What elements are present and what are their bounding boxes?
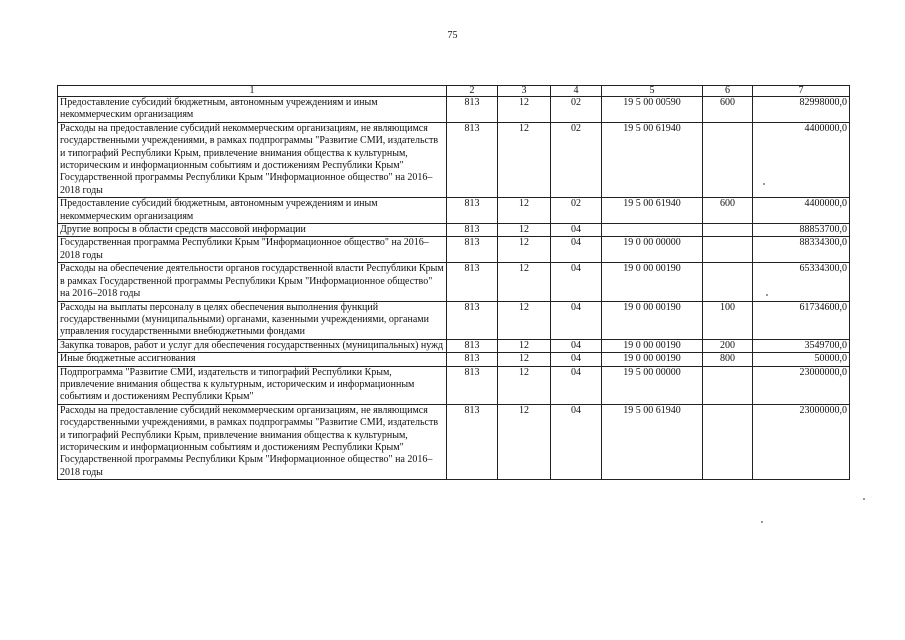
row-amount: 88853700,0 <box>753 224 850 237</box>
row-rz: 12 <box>498 404 551 479</box>
row-ved: 813 <box>447 122 498 197</box>
row-name: Расходы на обеспечение деятельности органов государственной власти Республики Крым в рамках Государственной программы Республики Крым "Информационное общество" на 2016–2018 годы <box>58 263 447 301</box>
row-pr: 04 <box>551 366 602 404</box>
row-vr: 100 <box>703 301 753 339</box>
table-row <box>58 263 850 301</box>
row-csr: 19 0 00 00190 <box>602 353 703 366</box>
row-name: Предоставление субсидий бюджетным, автономным учреждениям и иным некоммерческим организациям <box>58 97 447 123</box>
row-vr <box>703 366 753 404</box>
row-csr: 19 0 00 00190 <box>602 263 703 301</box>
row-rz: 12 <box>498 122 551 197</box>
row-vr: 200 <box>703 339 753 352</box>
row-ved: 813 <box>447 353 498 366</box>
row-csr: 19 5 00 00000 <box>602 366 703 404</box>
column-header: 5 <box>602 86 703 97</box>
row-amount: 88334300,0 <box>753 237 850 263</box>
row-pr: 04 <box>551 353 602 366</box>
row-pr: 04 <box>551 224 602 237</box>
row-amount: 82998000,0 <box>753 97 850 123</box>
row-csr: 19 5 00 00590 <box>602 97 703 123</box>
row-vr <box>703 224 753 237</box>
row-ved: 813 <box>447 404 498 479</box>
row-pr: 02 <box>551 198 602 224</box>
row-vr <box>703 122 753 197</box>
row-name: Подпрограмма "Развитие СМИ, издательств и типографий Республики Крым, привлечение внимания общества к культурным, историческим и информационным событиям и достижениям Республики Крым" <box>58 366 447 404</box>
table-row <box>58 122 850 197</box>
budget-table <box>57 85 850 480</box>
page-number: 75 <box>447 30 458 41</box>
row-pr: 04 <box>551 339 602 352</box>
table-row <box>58 366 850 404</box>
row-name: Другие вопросы в области средств массовой информации <box>58 224 447 237</box>
row-amount: 4400000,0 <box>753 198 850 224</box>
row-amount: 65334300,0 <box>753 263 850 301</box>
row-csr: 19 0 00 00190 <box>602 301 703 339</box>
table-row <box>58 237 850 263</box>
row-pr: 02 <box>551 97 602 123</box>
row-name: Расходы на предоставление субсидий некоммерческим организациям, не являющимся государственными учреждениями, в рамках подпрограммы "Развитие СМИ, издательств и типографий Республики Крым, привлечение внимания общества к культурным, историческим и информационным событиям и достижениям Республики Крым" Государственной программы Республики Крым "Информационное общество" на 2016–2018 годы <box>58 122 447 197</box>
row-vr: 800 <box>703 353 753 366</box>
column-header: 6 <box>703 86 753 97</box>
row-vr: 600 <box>703 97 753 123</box>
row-name: Расходы на выплаты персоналу в целях обеспечения выполнения функций государственными (муниципальными) органами, казенными учреждениями, органами управления государственными внебюджетными фондами <box>58 301 447 339</box>
row-name: Иные бюджетные ассигнования <box>58 353 447 366</box>
row-vr <box>703 404 753 479</box>
row-rz: 12 <box>498 339 551 352</box>
row-rz: 12 <box>498 97 551 123</box>
row-csr: 19 5 00 61940 <box>602 122 703 197</box>
row-ved: 813 <box>447 224 498 237</box>
row-rz: 12 <box>498 366 551 404</box>
row-vr: 600 <box>703 198 753 224</box>
row-amount: 23000000,0 <box>753 366 850 404</box>
row-csr: 19 5 00 61940 <box>602 404 703 479</box>
row-pr: 04 <box>551 404 602 479</box>
row-vr <box>703 237 753 263</box>
column-header: 7 <box>753 86 850 97</box>
scan-speck <box>763 183 765 185</box>
row-name: Государственная программа Республики Крым "Информационное общество" на 2016–2018 годы <box>58 237 447 263</box>
row-pr: 04 <box>551 237 602 263</box>
scan-speck <box>761 521 763 523</box>
row-ved: 813 <box>447 339 498 352</box>
column-header: 3 <box>498 86 551 97</box>
row-name: Закупка товаров, работ и услуг для обеспечения государственных (муниципальных) нужд <box>58 339 447 352</box>
table-row <box>58 224 850 237</box>
column-header: 1 <box>58 86 447 97</box>
row-rz: 12 <box>498 301 551 339</box>
row-pr: 02 <box>551 122 602 197</box>
row-ved: 813 <box>447 198 498 224</box>
row-csr: 19 5 00 61940 <box>602 198 703 224</box>
row-amount: 23000000,0 <box>753 404 850 479</box>
table-row <box>58 353 850 366</box>
row-rz: 12 <box>498 224 551 237</box>
scan-speck <box>766 294 768 296</box>
row-vr <box>703 263 753 301</box>
row-ved: 813 <box>447 97 498 123</box>
row-amount: 61734600,0 <box>753 301 850 339</box>
table-row <box>58 97 850 123</box>
table-header-row <box>58 86 850 97</box>
table-row <box>58 198 850 224</box>
row-csr <box>602 224 703 237</box>
row-rz: 12 <box>498 263 551 301</box>
row-rz: 12 <box>498 198 551 224</box>
row-amount: 3549700,0 <box>753 339 850 352</box>
column-header: 2 <box>447 86 498 97</box>
row-pr: 04 <box>551 263 602 301</box>
row-rz: 12 <box>498 353 551 366</box>
row-rz: 12 <box>498 237 551 263</box>
table-row <box>58 404 850 479</box>
row-ved: 813 <box>447 237 498 263</box>
column-header: 4 <box>551 86 602 97</box>
row-ved: 813 <box>447 263 498 301</box>
row-ved: 813 <box>447 366 498 404</box>
row-csr: 19 0 00 00190 <box>602 339 703 352</box>
row-name: Расходы на предоставление субсидий некоммерческим организациям, не являющимся государственными учреждениями, в рамках подпрограммы "Развитие СМИ, издательств и типографий Республики Крым, привлечение внимания общества к культурным, историческим и информационным событиям и достижениям Республики Крым" Государственной программы Республики Крым "Информационное общество" на 2016–2018 годы <box>58 404 447 479</box>
row-csr: 19 0 00 00000 <box>602 237 703 263</box>
scan-speck <box>863 498 865 500</box>
row-name: Предоставление субсидий бюджетным, автономным учреждениям и иным некоммерческим организациям <box>58 198 447 224</box>
row-pr: 04 <box>551 301 602 339</box>
row-ved: 813 <box>447 301 498 339</box>
row-amount: 4400000,0 <box>753 122 850 197</box>
table-row <box>58 301 850 339</box>
table-row <box>58 339 850 352</box>
row-amount: 50000,0 <box>753 353 850 366</box>
